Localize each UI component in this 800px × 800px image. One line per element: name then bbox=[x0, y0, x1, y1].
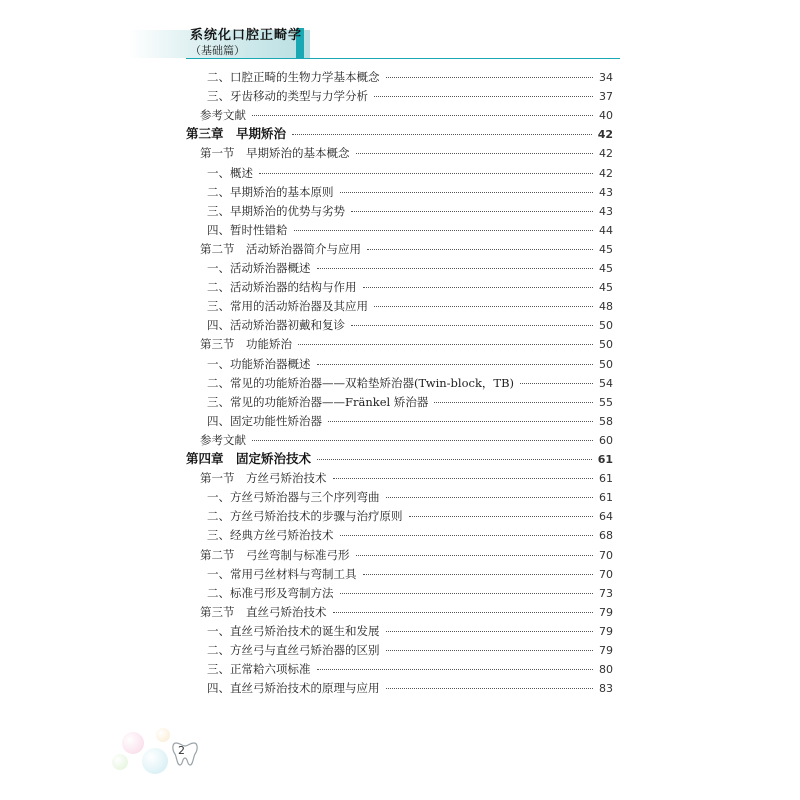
toc-section-row bbox=[200, 337, 613, 352]
toc-page-number: 80 bbox=[599, 663, 613, 677]
toc-page-number: 61 bbox=[597, 453, 613, 466]
toc-item-row bbox=[207, 204, 613, 219]
toc-leader-dots bbox=[356, 555, 594, 556]
toc-chapter-row bbox=[186, 452, 613, 467]
toc-page-number: 73 bbox=[599, 586, 613, 600]
toc-label: 第一节 方丝弓矫治技术 bbox=[200, 471, 327, 486]
toc-item-row bbox=[207, 567, 613, 582]
toc-page-number: 68 bbox=[599, 529, 613, 543]
toc-label: 二、活动矫治器的结构与作用 bbox=[207, 280, 357, 295]
toc-page-number: 42 bbox=[597, 128, 613, 142]
bubble-icon bbox=[112, 754, 128, 770]
toc-page-number: 43 bbox=[599, 204, 613, 218]
toc-item-row bbox=[200, 433, 613, 448]
toc-label: 二、方丝弓与直丝弓矫治器的区别 bbox=[207, 643, 380, 657]
toc-leader-dots bbox=[298, 344, 593, 345]
tooth-icon bbox=[170, 738, 200, 768]
toc-page-number: 54 bbox=[599, 376, 613, 390]
toc-leader-dots bbox=[374, 306, 593, 307]
toc-section-row bbox=[200, 146, 613, 161]
toc-item-row bbox=[207, 185, 613, 200]
toc-label: 第一节 早期矫治的基本概念 bbox=[200, 146, 350, 161]
toc-item-row bbox=[207, 166, 613, 181]
toc-leader-dots bbox=[317, 459, 592, 460]
toc-item-row bbox=[207, 395, 613, 410]
toc-label: 二、常见的功能矫治器——双耠垫矫治器(Twin-block，TB) bbox=[207, 375, 515, 390]
toc-label: 二、早期矫治的基本原则 bbox=[207, 184, 334, 199]
toc-item-row bbox=[207, 357, 613, 372]
toc-page-number: 58 bbox=[599, 414, 613, 428]
toc-page-number: 83 bbox=[599, 682, 613, 696]
toc-label: 四、固定功能性矫治器 bbox=[207, 413, 322, 428]
toc-page-number: 40 bbox=[599, 109, 613, 123]
toc-leader-dots bbox=[351, 211, 593, 212]
toc-item-row bbox=[200, 108, 613, 123]
toc-label: 一、活动矫治器概述 bbox=[207, 261, 311, 275]
book-title: 系统化口腔正畸学 bbox=[190, 28, 303, 43]
toc-page-number: 45 bbox=[599, 242, 613, 256]
toc-item-row bbox=[207, 586, 613, 601]
toc-section-row bbox=[200, 471, 613, 486]
toc-leader-dots bbox=[252, 115, 593, 116]
toc-item-row bbox=[207, 414, 613, 429]
toc-leader-dots bbox=[367, 249, 593, 250]
header-rule bbox=[186, 58, 620, 59]
toc-label: 三、牙齿移动的类型与力学分析 bbox=[207, 89, 368, 104]
toc-page-number: 44 bbox=[599, 223, 613, 237]
toc-page-number: 60 bbox=[599, 433, 613, 447]
toc-leader-dots bbox=[340, 535, 594, 536]
toc-leader-dots bbox=[363, 574, 594, 575]
toc-item-row bbox=[207, 299, 613, 314]
toc-page-number: 43 bbox=[599, 185, 613, 199]
bubble-icon bbox=[156, 728, 170, 742]
toc-leader-dots bbox=[386, 631, 594, 632]
toc-page-number: 79 bbox=[599, 605, 613, 619]
toc-leader-dots bbox=[363, 287, 594, 288]
toc-leader-dots bbox=[333, 478, 594, 479]
toc-section-row bbox=[200, 548, 613, 563]
toc-label: 第四章 固定矫治技术 bbox=[186, 451, 312, 466]
toc-page-number: 50 bbox=[599, 357, 613, 371]
toc-page-number: 34 bbox=[599, 71, 613, 84]
toc-label: 第三章 早期矫治 bbox=[186, 126, 287, 142]
toc-label: 第三节 功能矫治 bbox=[200, 337, 292, 352]
toc-page-number: 61 bbox=[599, 491, 613, 505]
toc-page-number: 64 bbox=[599, 510, 613, 524]
toc-item-row bbox=[207, 70, 613, 85]
toc-page-number: 79 bbox=[599, 644, 613, 657]
toc-leader-dots bbox=[409, 516, 594, 517]
toc-section-row bbox=[200, 242, 613, 257]
toc-item-row bbox=[207, 681, 613, 696]
toc-leader-dots bbox=[374, 96, 593, 97]
toc-item-row bbox=[207, 643, 613, 658]
toc-item-row bbox=[207, 490, 613, 505]
toc-page-number: 48 bbox=[599, 300, 613, 314]
toc-item-row bbox=[207, 223, 613, 238]
toc-label: 参考文献 bbox=[200, 432, 246, 447]
toc-label: 三、经典方丝弓矫治技术 bbox=[207, 528, 334, 543]
toc-item-row bbox=[207, 662, 613, 677]
toc-label: 二、标准弓形及弯制方法 bbox=[207, 585, 334, 600]
toc-leader-dots bbox=[317, 268, 594, 269]
toc-page-number: 61 bbox=[599, 472, 613, 486]
toc-leader-dots bbox=[294, 230, 594, 231]
toc-leader-dots bbox=[386, 497, 594, 498]
toc-page-number: 79 bbox=[599, 624, 613, 638]
toc-leader-dots bbox=[356, 153, 594, 154]
toc-page-number: 42 bbox=[599, 166, 613, 180]
toc-label: 四、活动矫治器初戴和复诊 bbox=[207, 318, 345, 333]
toc-item-row bbox=[207, 280, 613, 295]
toc-label: 一、概述 bbox=[207, 165, 253, 180]
toc-leader-dots bbox=[351, 325, 593, 326]
toc-item-row bbox=[207, 89, 613, 104]
toc-leader-dots bbox=[317, 364, 594, 365]
bubble-icon bbox=[122, 732, 144, 754]
toc-label: 一、功能矫治器概述 bbox=[207, 356, 311, 371]
toc-section-row bbox=[200, 605, 613, 620]
toc-label: 一、直丝弓矫治技术的诞生和发展 bbox=[207, 623, 380, 638]
toc-label: 三、常用的活动矫治器及其应用 bbox=[207, 299, 368, 314]
toc-leader-dots bbox=[328, 421, 593, 422]
toc-leader-dots bbox=[386, 77, 594, 78]
toc-label: 三、正常耠六项标准 bbox=[207, 662, 311, 677]
toc-leader-dots bbox=[259, 173, 593, 174]
toc-page-number: 42 bbox=[599, 147, 613, 161]
toc-label: 一、方丝弓矫治器与三个序列弯曲 bbox=[207, 490, 380, 505]
toc-page-number: 70 bbox=[599, 567, 613, 581]
toc-label: 三、早期矫治的优势与劣势 bbox=[207, 203, 345, 218]
toc-page-number: 70 bbox=[599, 548, 613, 562]
toc-page-number: 55 bbox=[599, 395, 613, 409]
toc-chapter-row bbox=[186, 127, 613, 142]
toc-leader-dots bbox=[386, 650, 594, 651]
toc-leader-dots bbox=[292, 134, 592, 135]
toc-page-number: 37 bbox=[599, 90, 613, 104]
toc-item-row bbox=[207, 509, 613, 524]
toc-leader-dots bbox=[317, 669, 594, 670]
toc-label: 一、常用弓丝材料与弯制工具 bbox=[207, 566, 357, 581]
toc-item-row bbox=[207, 318, 613, 333]
toc-page-number: 45 bbox=[599, 281, 613, 295]
toc-leader-dots bbox=[340, 593, 594, 594]
bubble-icon bbox=[142, 748, 168, 774]
toc-page-number: 45 bbox=[599, 262, 613, 275]
toc-leader-dots bbox=[434, 402, 593, 403]
toc-label: 第二节 活动矫治器简介与应用 bbox=[200, 241, 361, 256]
toc-leader-dots bbox=[252, 440, 593, 441]
toc-label: 第三节 直丝弓矫治技术 bbox=[200, 604, 327, 619]
toc-label: 四、直丝弓矫治技术的原理与应用 bbox=[207, 681, 380, 696]
toc-label: 参考文献 bbox=[200, 108, 246, 123]
toc-label: 三、常见的功能矫治器——Fränkel 矫治器 bbox=[207, 394, 429, 409]
toc-item-row bbox=[207, 624, 613, 639]
toc-item-row bbox=[207, 528, 613, 543]
toc-leader-dots bbox=[386, 688, 594, 689]
toc-leader-dots bbox=[520, 383, 593, 384]
page-number: 2 bbox=[178, 744, 185, 757]
toc-label: 二、口腔正畸的生物力学基本概念 bbox=[207, 70, 380, 84]
toc-item-row bbox=[207, 261, 613, 276]
toc-leader-dots bbox=[333, 612, 594, 613]
toc-label: 第二节 弓丝弯制与标准弓形 bbox=[200, 547, 350, 562]
toc-page-number: 50 bbox=[599, 319, 613, 333]
toc-item-row bbox=[207, 376, 613, 391]
toc-label: 二、方丝弓矫治技术的步骤与治疗原则 bbox=[207, 509, 403, 524]
toc-page-number: 50 bbox=[599, 338, 613, 352]
toc-leader-dots bbox=[340, 192, 594, 193]
book-subtitle: （基础篇） bbox=[190, 44, 245, 57]
toc-label: 四、暂时性错耠 bbox=[207, 222, 288, 237]
